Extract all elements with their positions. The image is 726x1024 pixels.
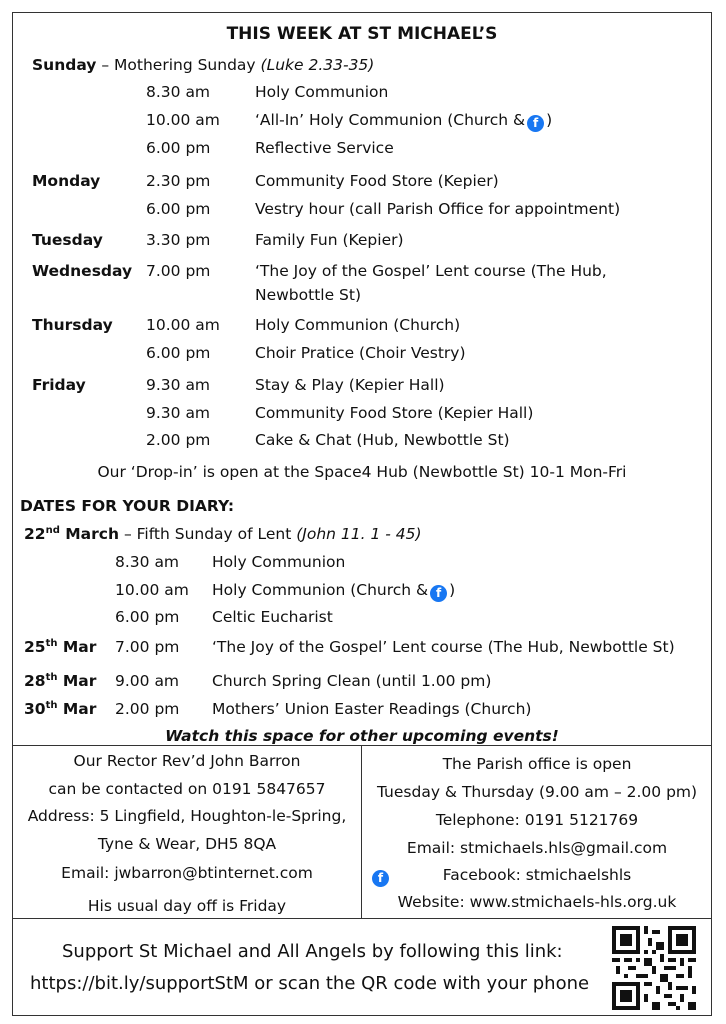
date-number: 22 bbox=[24, 525, 46, 543]
time: 8.30 am bbox=[146, 83, 211, 101]
date-suffix: th bbox=[45, 699, 58, 711]
office-phone: Telephone: 0191 5121769 bbox=[435, 811, 639, 829]
bible-reading: (John 11. 1 - 45) bbox=[296, 525, 422, 543]
rector-phone: can be contacted on 0191 5847657 bbox=[48, 780, 326, 798]
event: Celtic Eucharist bbox=[212, 608, 333, 626]
event: Reflective Service bbox=[255, 139, 394, 157]
event: Church Spring Clean (until 1.00 pm) bbox=[212, 672, 492, 690]
diary-date bbox=[24, 699, 96, 719]
diary-date bbox=[24, 637, 96, 657]
facebook-icon: f bbox=[430, 585, 447, 602]
event: Choir Pratice (Choir Vestry) bbox=[255, 344, 466, 362]
event: ‘The Joy of the Gospel’ Lent course (The Hub, Newbottle St) bbox=[212, 638, 675, 656]
event: Holy Communion bbox=[255, 83, 389, 101]
facebook-icon: f bbox=[527, 115, 544, 132]
day-label: Sunday bbox=[32, 56, 97, 74]
time: 10.00 am bbox=[115, 581, 189, 599]
event-text-end: ) bbox=[449, 581, 456, 599]
diary-heading: DATES FOR YOUR DIARY: bbox=[20, 497, 235, 515]
time: 3.30 pm bbox=[146, 231, 211, 249]
time: 2.00 pm bbox=[115, 700, 180, 718]
day-label: Tuesday bbox=[32, 231, 103, 249]
event bbox=[212, 580, 455, 602]
event: Cake & Chat (Hub, Newbottle St) bbox=[255, 431, 510, 449]
time: 10.00 am bbox=[146, 316, 220, 334]
bible-reading: (Luke 2.33-35) bbox=[260, 56, 375, 74]
time: 2.00 pm bbox=[146, 431, 211, 449]
rector-email: Email: jwbarron@btinternet.com bbox=[61, 864, 313, 882]
office-website: Website: www.stmichaels-hls.org.uk bbox=[397, 893, 677, 911]
event: Vestry hour (call Parish Office for appointment) bbox=[255, 200, 621, 218]
time: 9.30 am bbox=[146, 404, 211, 422]
time: 8.30 am bbox=[115, 553, 180, 571]
event-text: ‘All-In’ Holy Communion (Church & bbox=[255, 111, 526, 129]
event: Holy Communion bbox=[212, 553, 346, 571]
time: 2.30 pm bbox=[146, 172, 211, 190]
time: 9.00 am bbox=[115, 672, 180, 690]
support-line: Support St Michael and All Angels by following this link: bbox=[62, 941, 563, 962]
day-label: Wednesday bbox=[32, 262, 133, 280]
event: Family Fun (Kepier) bbox=[255, 231, 404, 249]
time: 6.00 pm bbox=[115, 608, 180, 626]
day-description: – Mothering Sunday bbox=[96, 56, 261, 74]
sunday-heading bbox=[32, 55, 374, 75]
event: Mothers’ Union Easter Readings (Church) bbox=[212, 700, 532, 718]
rector-dayoff: His usual day off is Friday bbox=[87, 897, 287, 915]
diary-date-heading bbox=[24, 524, 422, 544]
time: 6.00 pm bbox=[146, 344, 211, 362]
time: 7.00 pm bbox=[115, 638, 180, 656]
date-month: Mar bbox=[57, 700, 97, 718]
date-month: Mar bbox=[57, 672, 97, 690]
date-suffix: th bbox=[45, 637, 58, 649]
office-email: Email: stmichaels.hls@gmail.com bbox=[406, 839, 668, 857]
day-label: Monday bbox=[32, 172, 101, 190]
rector-address: Tyne & Wear, DH5 8QA bbox=[97, 835, 277, 853]
diary-date bbox=[24, 671, 96, 691]
date-description: – Fifth Sunday of Lent bbox=[119, 525, 297, 543]
office-line: The Parish office is open bbox=[442, 755, 632, 773]
facebook-icon: f bbox=[372, 870, 389, 887]
time: 9.30 am bbox=[146, 376, 211, 394]
date-month: March bbox=[59, 525, 120, 543]
office-facebook: Facebook: stmichaelshls bbox=[442, 866, 632, 884]
event bbox=[255, 110, 552, 132]
event: Holy Communion (Church) bbox=[255, 316, 461, 334]
rector-line: Our Rector Rev’d John Barron bbox=[73, 752, 301, 770]
time: 6.00 pm bbox=[146, 139, 211, 157]
support-link: https://bit.ly/supportStM or scan the QR code with your phone bbox=[30, 973, 590, 994]
dropin-notice: Our ‘Drop-in’ is open at the Space4 Hub (Newbottle St) 10-1 Mon-Fri bbox=[97, 463, 627, 481]
date-month: Mar bbox=[57, 638, 97, 656]
day-label: Friday bbox=[32, 376, 86, 394]
time: 6.00 pm bbox=[146, 200, 211, 218]
date-number: 28 bbox=[24, 672, 46, 690]
page-title: THIS WEEK AT ST MICHAEL’S bbox=[226, 24, 498, 44]
event-text-end: ) bbox=[546, 111, 553, 129]
event-continued: Newbottle St) bbox=[255, 286, 362, 304]
day-label: Thursday bbox=[32, 316, 113, 334]
event: Community Food Store (Kepier Hall) bbox=[255, 404, 534, 422]
watch-notice: Watch this space for other upcoming events! bbox=[165, 727, 559, 745]
date-number: 30 bbox=[24, 700, 46, 718]
event: Stay & Play (Kepier Hall) bbox=[255, 376, 445, 394]
qr-code bbox=[612, 926, 696, 1010]
event-text: Holy Communion (Church & bbox=[212, 581, 429, 599]
event: Community Food Store (Kepier) bbox=[255, 172, 499, 190]
rector-address: Address: 5 Lingfield, Houghton-le-Spring, bbox=[27, 807, 347, 825]
date-number: 25 bbox=[24, 638, 46, 656]
divider bbox=[13, 918, 711, 919]
time: 7.00 pm bbox=[146, 262, 211, 280]
date-suffix: th bbox=[45, 671, 58, 683]
event: ‘The Joy of the Gospel’ Lent course (The Hub, bbox=[255, 262, 607, 280]
office-hours: Tuesday & Thursday (9.00 am – 2.00 pm) bbox=[376, 783, 698, 801]
date-suffix: nd bbox=[45, 524, 60, 536]
time: 10.00 am bbox=[146, 111, 220, 129]
